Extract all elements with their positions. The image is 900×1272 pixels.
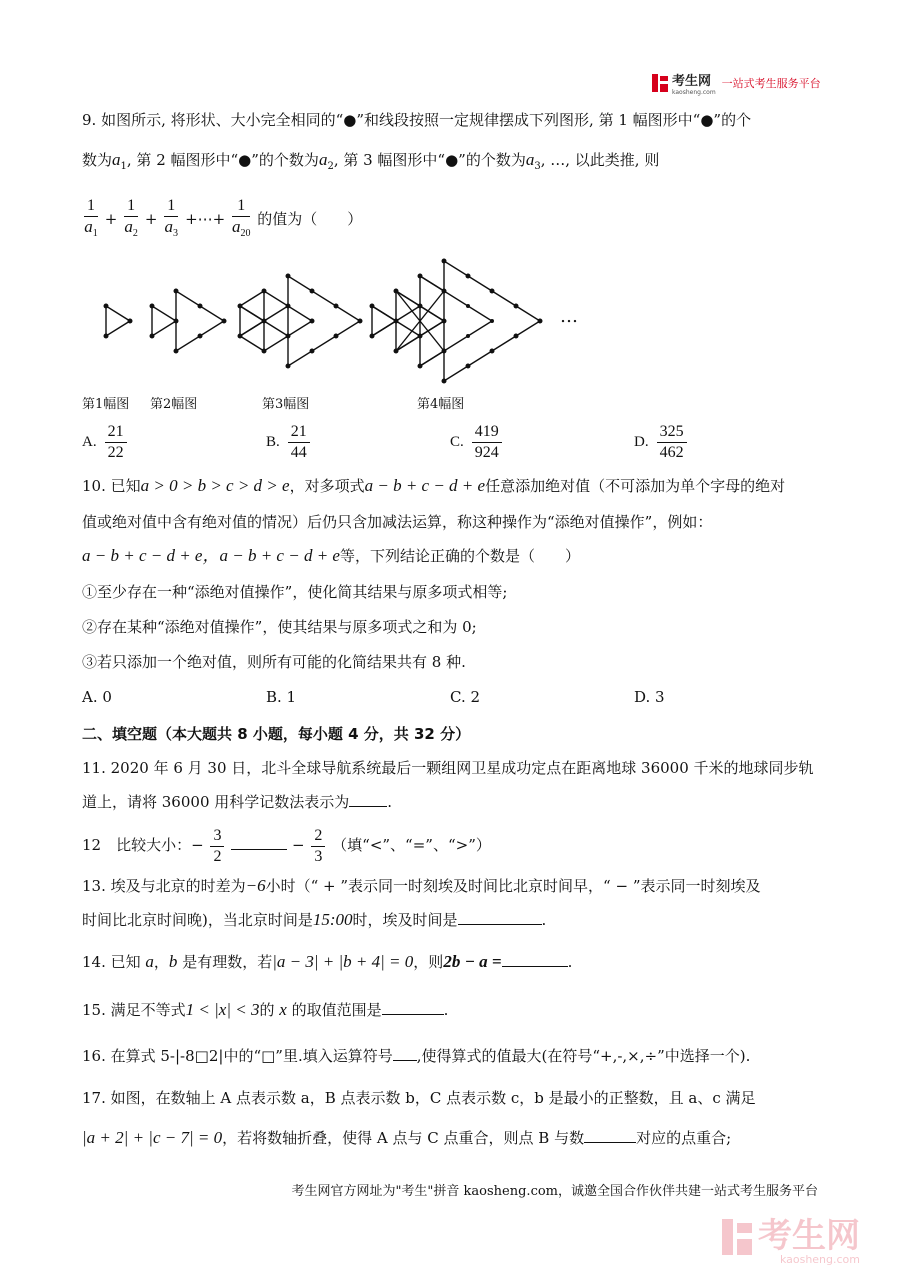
q9-option-c: C. $\frac{419}{924}$ (450, 422, 504, 463)
q17-line2: |a + 2| + |c − 7| = 0，若将数轴折叠，使得 A 点与 C 点重合，则点 B 与数 对应的点重合; (82, 1128, 732, 1147)
brand-name: 考生网 (672, 73, 712, 89)
fig-label-1: 第1幅图 (82, 397, 130, 412)
watermark-brand: 考生网 (758, 1216, 860, 1256)
frac-a1: $\frac{1}{a_1}$ (84, 197, 98, 240)
brand-slogan: 一站式考生服务平台 (721, 77, 821, 90)
watermark-site: kaosheng.com (779, 1253, 860, 1266)
q15-line: 15. 满足不等式1 < |x| < 3的 x 的取值范围是 . (82, 1000, 449, 1019)
q10-line2: 值或绝对值中含有绝对值的情况）后仍只含加减法运算，称这种操作为“添绝对值操作”，例如： (82, 513, 713, 531)
q10-option-b: B. 1 (266, 688, 297, 706)
q12-line: 12 比较大小：− $\frac{3}{2}$ − $\frac{2}{3}$ （填“<”、“=”、“>”） (82, 826, 491, 865)
logo-text (672, 71, 716, 96)
q16-line: 16. 在算式 5-|-8□2|中的“□”里.填入运算符号 ,使得算式的值最大(在符号“+,-,×,÷”中选择一个). (82, 1047, 751, 1065)
header-logo (652, 72, 821, 94)
frac-a3: $\frac{1}{a_3}$ (164, 197, 179, 240)
q10-option-d: D. 3 (634, 688, 665, 706)
q10-option-c: C. 2 (450, 688, 481, 706)
page-footer: 考生网官方网址为"考生"拼音 kaosheng.com，诚邀全国合作伙伴共建一站式考生服务平台 (291, 1184, 818, 1199)
fig-label-2: 第2幅图 (150, 397, 198, 412)
watermark-logo-icon (722, 1219, 752, 1255)
q9-line1: 9. 如图所示, 将形状、大小完全相同的“●”和线段按照一定规律摆成下列图形, 第 1 幅图形中“●”的个 (82, 111, 752, 129)
kaosheng-logo-icon (652, 74, 668, 92)
q10-claim-2: ②存在某种“添绝对值操作”，使其结果与原多项式之和为 0; (82, 618, 477, 636)
q11-line2: 道上，请将 36000 用科学记数法表示为 . (82, 793, 393, 811)
q9-sum-expression: $\frac{1}{a_1}$ + $\frac{1}{a_2}$ + $\frac{1}{a_3}$ +⋯+ $\frac{1}{a_{20}}$ 的值为（ ） (82, 196, 840, 244)
q10-line3: a − b + c − d + e，a − b + c − d + e等，下列结论正确的个数是（ ） (82, 546, 580, 565)
q11-line1: 11. 2020 年 6 月 30 日，北斗全球导航系统最后一颗组网卫星成功定点在距离地球 36000 千米的地球同步轨 (82, 759, 814, 777)
q13-line2: 时间比北京时间晚)，当北京时间是15:00时，埃及时间是 . (82, 910, 547, 929)
frac-a2: $\frac{1}{a_2}$ (124, 197, 138, 240)
q10-claim-3: ③若只添加一个绝对值，则所有可能的化简结果共有 8 种. (82, 653, 466, 671)
q10-claim-1: ①至少存在一种“添绝对值操作”，使化简其结果与原多项式相等; (82, 583, 508, 601)
frac-a20: $\frac{1}{a_{20}}$ (231, 197, 251, 240)
watermark (722, 1208, 860, 1266)
fig-label-3: 第3幅图 (262, 397, 310, 412)
q9-option-b: B. $\frac{21}{44}$ (266, 422, 312, 463)
q13-line1: 13. 埃及与北京的时差为−6小时（“ + ”表示同一时刻埃及时间比北京时间早，“ − ”表示同一时刻埃及 (82, 876, 761, 895)
section-heading: 二、填空题（本大题共 8 小题，每小题 4 分，共 32 分） (82, 725, 471, 743)
figure-ellipsis: … (560, 306, 578, 327)
q9-option-a: A. $\frac{21}{22}$ (82, 422, 129, 463)
fig-label-4: 第4幅图 (417, 397, 465, 412)
q9-triangle-figure (96, 258, 596, 386)
brand-site: kaosheng.com (672, 88, 716, 96)
q9-option-d: D. $\frac{325}{462}$ (634, 422, 689, 463)
q10-line1: 10. 已知a > 0 > b > c > d > e，对多项式a − b + c − d + e任意添加绝对值（不可添加为单个字母的绝对 (82, 476, 786, 495)
q17-line1: 17. 如图，在数轴上 A 点表示数 a，B 点表示数 b，C 点表示数 c，b 是最小的正整数，且 a、c 满足 (82, 1089, 756, 1107)
q14-line: 14. 已知 a，b 是有理数，若|a − 3| + |b + 4| = 0，则2b − a = . (82, 952, 573, 971)
q9-line2: 数为$a_1$, 第 2 幅图形中“●”的个数为$a_2$, 第 3 幅图形中“●”的个数为$a_3$, …, 以此类推, 则 (82, 150, 660, 172)
q10-option-a: A. 0 (82, 688, 112, 706)
